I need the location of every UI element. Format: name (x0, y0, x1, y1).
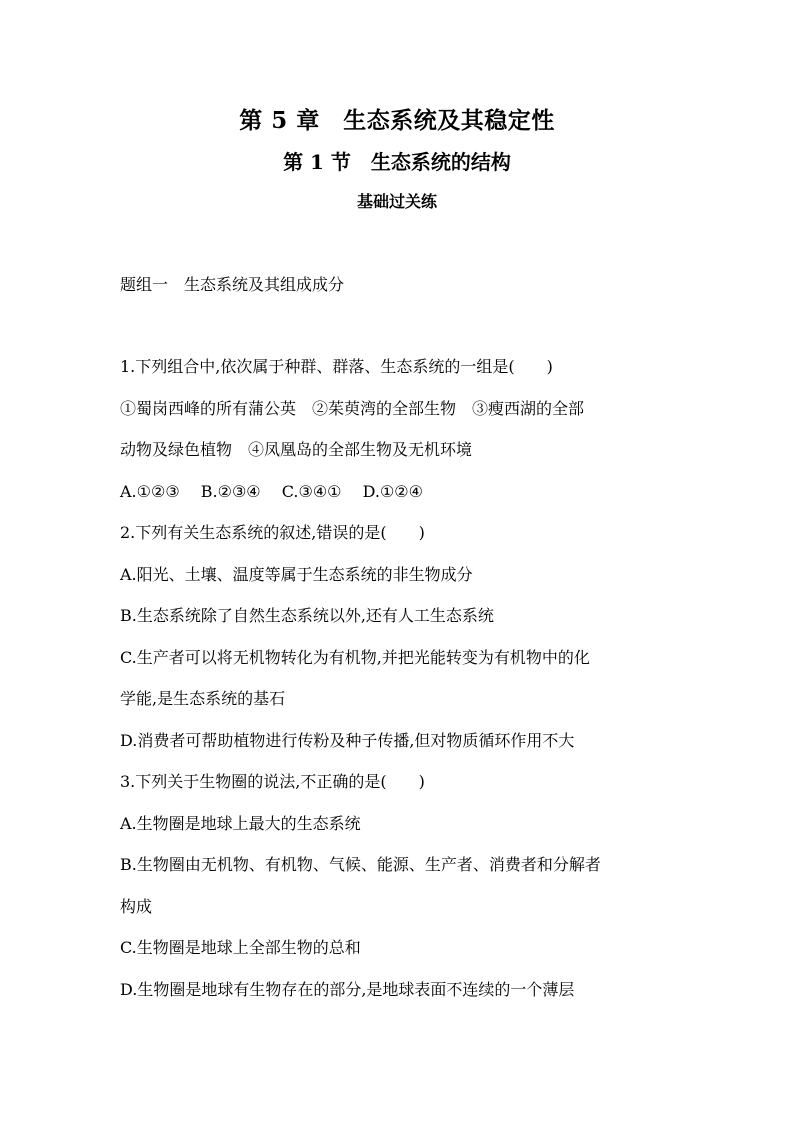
question-2-option-c: C.生产者可以将无机物转化为有机物,并把光能转变为有机物中的化 (120, 647, 590, 667)
question-2-stem: 2.下列有关生态系统的叙述,错误的是( ) (120, 523, 425, 542)
section-title: 第 1 节 生态系统的结构 (283, 150, 511, 174)
question-3-option-a: A.生物圈是地球上最大的生态系统 (120, 813, 361, 833)
question-2-option-c-cont: 学能,是生态系统的基石 (120, 689, 286, 708)
question-1-options: A.①②③ B.②③④ C.③④① D.①②④ (120, 481, 423, 501)
question-1-text-line: ①蜀岗西峰的所有蒲公英 ②茱萸湾的全部生物 ③瘦西湖的全部 (120, 398, 585, 418)
question-3-option-b-cont: 构成 (120, 896, 153, 916)
question-group-title: 题组一 生态系统及其组成成分 (120, 275, 345, 294)
subsection-title: 基础过关练 (356, 192, 437, 211)
question-2-option-b: B.生态系统除了自然生态系统以外,还有人工生态系统 (120, 606, 494, 625)
question-1-stem: 1.下列组合中,依次属于种群、群落、生态系统的一组是( ) (120, 357, 553, 376)
question-2-option-d: D.消费者可帮助植物进行传粉及种子传播,但对物质循环作用不大 (120, 730, 575, 750)
question-3-option-d: D.生物圈是地球有生物存在的部分,是地球表面不连续的一个薄层 (120, 979, 575, 999)
chapter-title: 第 5 章 生态系统及其稳定性 (239, 107, 555, 134)
question-2-option-a: A.阳光、土壤、温度等属于生态系统的非生物成分 (120, 564, 473, 584)
question-1-text-line: 动物及绿色植物 ④凤凰岛的全部生物及无机环境 (120, 440, 473, 459)
question-3-option-b: B.生物圈由无机物、有机物、气候、能源、生产者、消费者和分解者 (120, 855, 601, 874)
question-3-option-c: C.生物圈是地球上全部生物的总和 (120, 938, 361, 957)
question-list (120, 355, 680, 1019)
question-3-stem: 3.下列关于生物圈的说法,不正确的是( ) (120, 772, 425, 791)
